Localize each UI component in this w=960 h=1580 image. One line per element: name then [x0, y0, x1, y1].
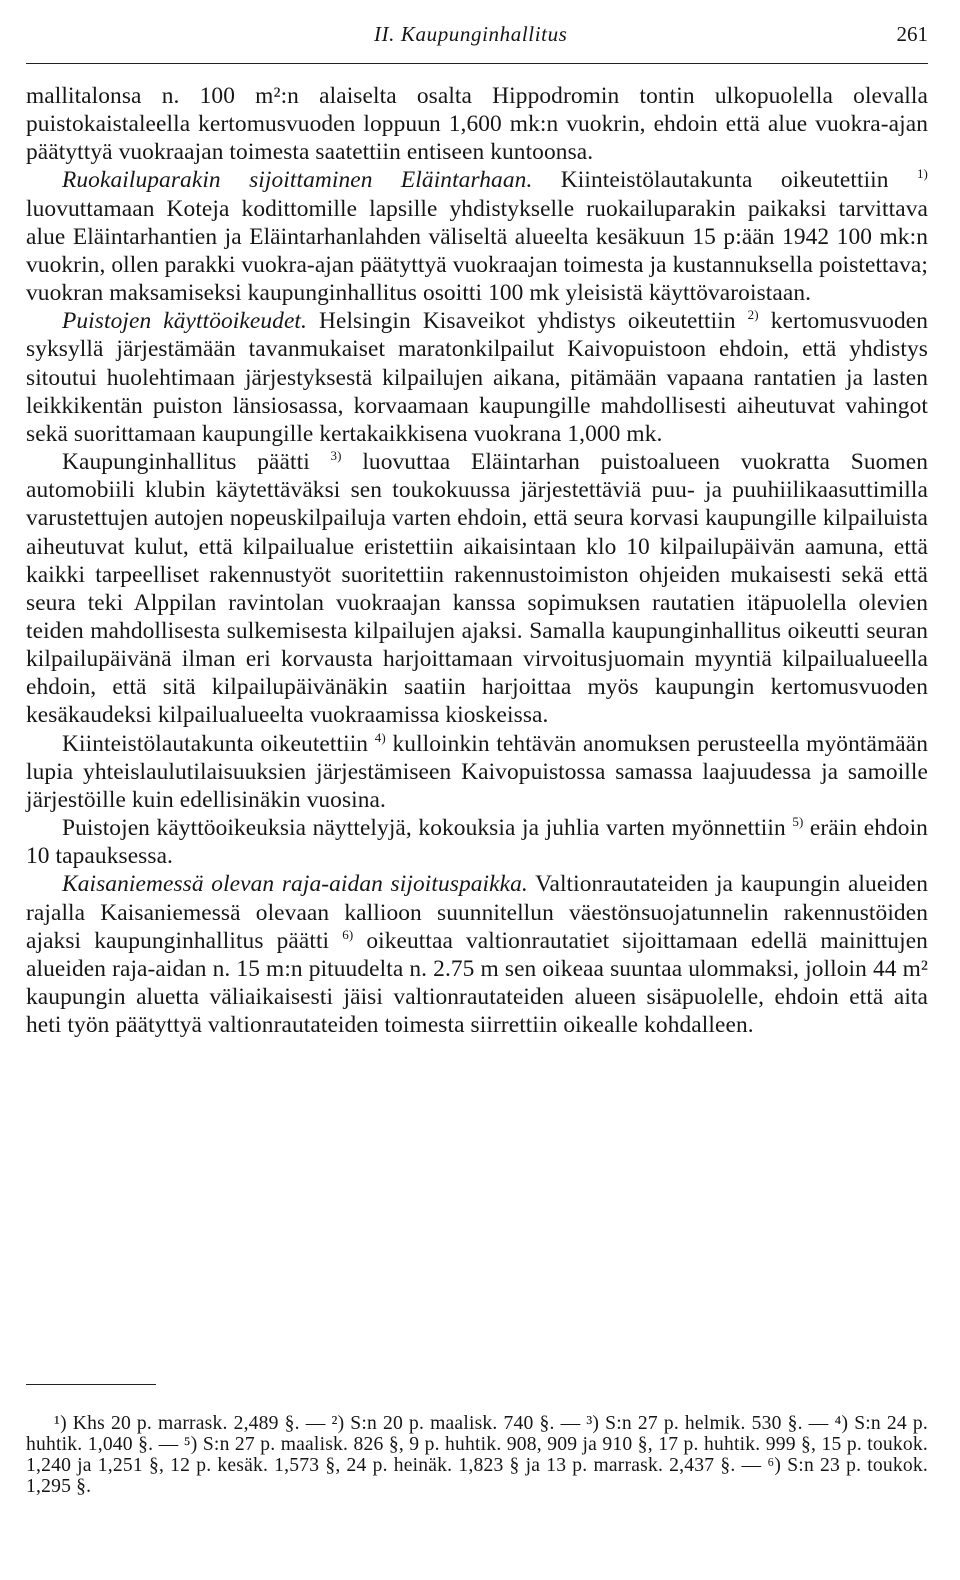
section-heading: Ruokailuparakin sijoittaminen Eläintarhaan.	[62, 167, 533, 194]
footnote-marker: 4)	[374, 729, 386, 745]
footnote-marker: 6)	[342, 926, 354, 942]
footnote-rule	[26, 1384, 156, 1385]
footnote-marker: 5)	[792, 814, 804, 830]
running-title: II. Kaupunginhallitus	[374, 22, 568, 46]
page-header	[26, 18, 928, 50]
paragraph: Kaisaniemessä olevan raja-aidan sijoituspaikka. Valtionrautateiden ja kaupungin alueiden rajalla Kaisaniemessä olevaan kallioon suunnitellun väestönsuojatunnelin rakennustöiden ajaksi kaupunginhallitus päätti $^{6)}$ oikeuttaa valtionrautatiet sijoittamaan edellä mainittujen alueiden raja-aidan n. 15 m:n pituudelta n. 2.75 m sen oikeaa suuntaa ulommaksi, jolloin 44 m² kaupungin aluetta väliaikaisesti jäisi valtionrautateiden alueen sisäpuolelle, ehdoin että aita heti työn päätyttyä valtionrautateiden toimesta siirrettiin oikealle kohdalleen.	[26, 871, 928, 1039]
section-heading: Kaisaniemessä olevan raja-aidan sijoituspaikka.	[62, 871, 528, 898]
footnotes	[26, 1413, 928, 1497]
footnote-marker: 1)	[916, 166, 928, 182]
paragraph: Puistojen käyttöoikeudet. Helsingin Kisaveikot yhdistys oikeutettiin $^{2)}$ kertomusvuoden syksyllä järjestämään tavanmukaiset maratonkilpailut Kaivopuistoon ehdoin, että yhdistys sitoutui huolehtimaan järjestyksestä kilpailujen aikana, pitämään vapaana rantatien ja lasten leikkikentän puiston länsiosassa, korvaamaan kaupungille mahdollisesti aiheutuvat vahingot sekä suorittamaan kaupungille kertakaikkisena vuokrana 1,000 mk.	[26, 307, 929, 447]
footnote-marker: 3)	[330, 448, 342, 464]
body-text	[26, 82, 928, 1039]
header-rule	[26, 63, 928, 64]
paragraph: Ruokailuparakin sijoittaminen Eläintarhaan. Kiinteistölautakunta oikeutettiin $^{1)}$ luovuttamaan Koteja kodittomille lapsille yhdistykselle ruokailuparakin paikaksi tarvittava alue Eläintarhantien ja Eläintarhanlahden väliseltä alueelta kesäkuun 15 p:ään 1942 100 mk:n vuokrin, ollen parakki vuokra-ajan päätyttyä vuokraajan toimesta ja kustannuksella poistettava; vuokran maksamiseksi kaupunginhallitus osoitti 100 mk yleisistä käyttövaroistaan.	[26, 166, 928, 307]
section-heading: Puistojen käyttöoikeudet.	[62, 308, 307, 335]
paragraph: Puistojen käyttöoikeuksia näyttelyjä, kokouksia ja juhlia varten myönnettiin $^{5)}$ eräin ehdoin 10 tapauksessa.	[26, 814, 928, 870]
footnote-text: ¹) Khs 20 p. marrask. 2,489 §. — ²) S:n 20 p. maalisk. 740 §. — ³) S:n 27 p. helmik. 530 §. — ⁴) S:n 24 p. huhtik. 1,040 §. — ⁵) S:n 27 p. maalisk. 826 §, 9 p. huhtik. 908, 909 ja 910 §, 17 p. huhtik. 999 §, 15 p. toukok. 1,240 ja 1,251 §, 12 p. kesäk. 1,573 §, 24 p. heinäk. 1,823 § ja 13 p. marrask. 2,437 §. — ⁶) S:n 23 p. toukok. 1,295 §.	[26, 1413, 928, 1497]
document-page	[26, 0, 928, 1580]
paragraph: Kiinteistölautakunta oikeutettiin $^{4)}$ kulloinkin tehtävän anomuksen perusteella myöntämään lupia yhteislaulutilaisuuksien järjestämiseen Kaivopuistossa samassa laajuudessa ja samoille järjestöille kuin edellisinäkin vuosina.	[26, 729, 928, 813]
page-number: 261	[896, 22, 928, 46]
paragraph: mallitalonsa n. 100 m²:n alaiselta osalta Hippodromin tontin ulkopuolella olevalla puistokaistaleella kertomusvuoden loppuun 1,600 mk:n vuokrin, ehdoin että alue vuokra-ajan päätyttyä vuokraajan toimesta saatettiin entiseen kuntoonsa.	[26, 83, 928, 166]
footnote-marker: 2)	[747, 307, 759, 323]
paragraph: Kaupunginhallitus päätti $^{3)}$ luovuttaa Eläintarhan puistoalueen vuokratta Suomen automobiili klubin käytettäväksi sen toukokuussa järjestettäviä puu- ja puuhiilikaasuttimilla varustettujen autojen nopeuskilpailuja varten ehdoin, että seura korvasi kaupungille kilpailuista aiheutuvat kulut, että kilpailualue eristettiin aikaisintaan klo 10 kilpailupäivän aamuna, että kaikki tarpeelliset rakennustyöt suoritettiin rakennustoimiston ohjeiden mukaisesti sekä että seura teki Alppilan ravintolan vuokraajan kanssa sopimuksen rautatien itäpuolella olevien teiden mahdollisesta sulkemisesta kilpailujen ajaksi. Samalla kaupunginhallitus oikeutti seuran kilpailupäivänä ilman eri korvausta harjoittamaan virvoitusjuomain myyntiä kilpailualueella ehdoin, että sitä kilpailupäivänäkin saatiin harjoittaa myös kaupungin kertomusvuoden kesäkaudeksi kilpailualueelta vuokraamissa kioskeissa.	[26, 448, 928, 729]
